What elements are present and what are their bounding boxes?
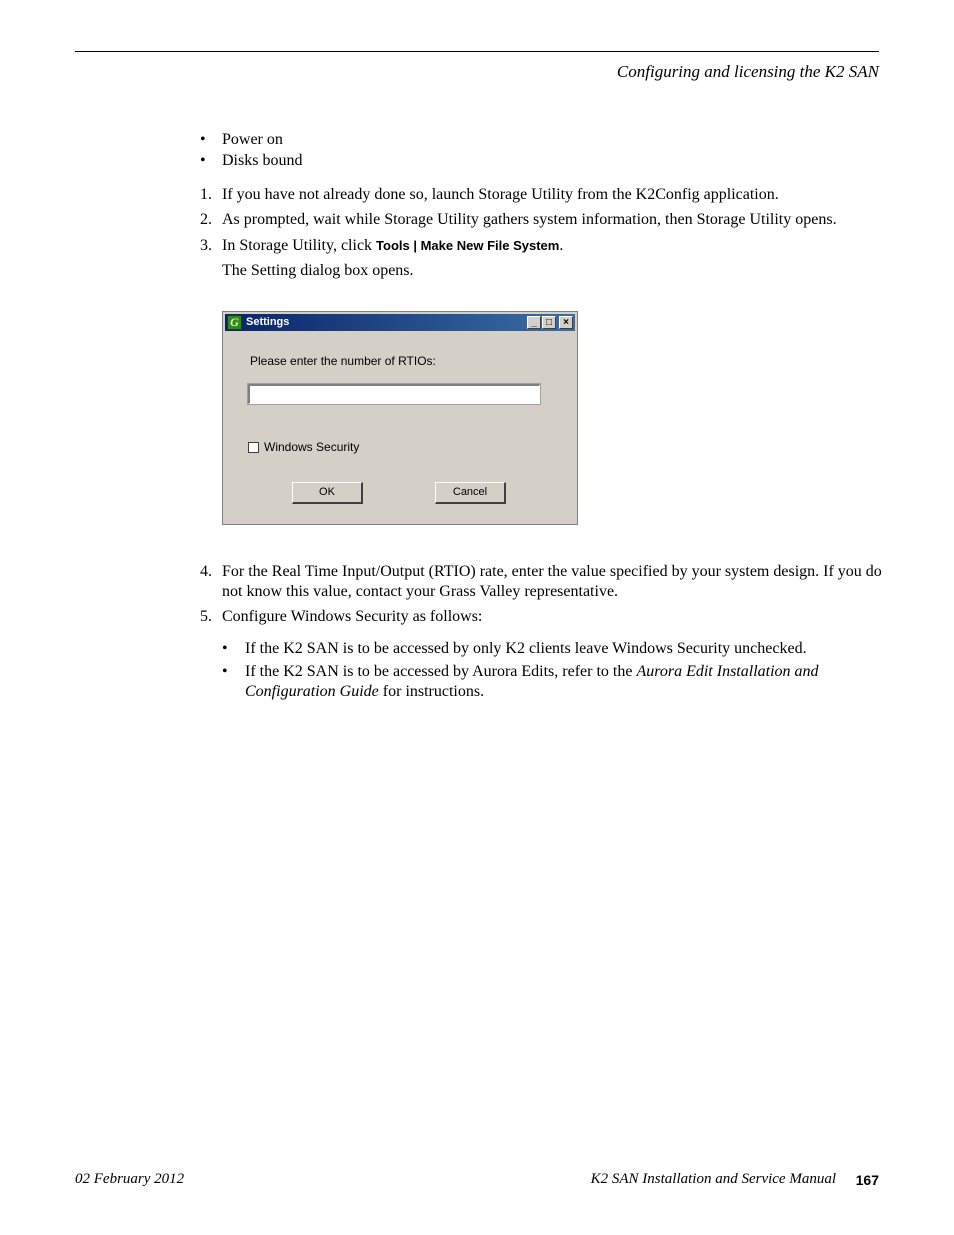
step-text: As prompted, wait while Storage Utility gathers system information, then Storage Utility opens. <box>222 211 837 228</box>
maximize-button[interactable]: □ <box>542 316 556 329</box>
step-text-part: . <box>559 237 564 254</box>
bullet-text-part: for instructions. <box>378 683 485 700</box>
step-number: 3. <box>200 237 212 254</box>
step-text-part: In Storage Utility, click <box>222 237 377 254</box>
step-text: If you have not already done so, launch Storage Utility from the K2Config application. <box>222 186 779 203</box>
step-text: Configure Windows Security as follows: <box>222 608 483 625</box>
dialog-title: Settings <box>246 316 290 328</box>
bullet-text: Power on <box>222 131 283 148</box>
settings-dialog <box>222 311 578 525</box>
bullet-mark: • <box>222 663 228 680</box>
windows-security-label[interactable]: Windows Security <box>264 440 360 454</box>
menu-path: Tools | Make New File System <box>376 238 560 253</box>
step-number: 5. <box>200 608 212 625</box>
close-button[interactable]: × <box>559 316 573 329</box>
rtio-input[interactable] <box>248 384 540 404</box>
windows-security-checkbox[interactable] <box>248 442 259 453</box>
rtio-prompt-label: Please enter the number of RTIOs: <box>250 354 436 368</box>
footer-manual-title: K2 SAN Installation and Service Manual <box>590 1171 836 1187</box>
header-rule <box>75 51 879 52</box>
bullet-mark: • <box>200 152 206 169</box>
dialog-titlebar[interactable] <box>225 314 575 331</box>
cancel-button[interactable]: Cancel <box>435 482 506 504</box>
step-number: 2. <box>200 211 212 228</box>
minimize-button[interactable]: _ <box>527 316 541 329</box>
bullet-text-part: If the K2 SAN is to be accessed by Aurora Edits, refer to the <box>245 663 637 680</box>
step-3-followup: The Setting dialog box opens. <box>222 262 414 279</box>
bullet-text: If the K2 SAN is to be accessed by only K2 clients leave Windows Security unchecked. <box>245 640 807 657</box>
bullet-mark: • <box>200 131 206 148</box>
step-number: 4. <box>200 563 212 580</box>
bullet-text <box>245 662 875 702</box>
chapter-title: Configuring and licensing the K2 SAN <box>616 62 879 81</box>
page-number: 167 <box>855 1172 879 1188</box>
ok-button[interactable]: OK <box>292 482 363 504</box>
bullet-text: Disks bound <box>222 152 303 169</box>
guide-title: Aurora Edit Installation and Configuration Guide <box>245 663 819 700</box>
step-text <box>222 236 882 256</box>
step-text: For the Real Time Input/Output (RTIO) rate, enter the value specified by your system design. If you do not know this value, contact your Grass Valley representative. <box>222 563 882 600</box>
bullet-mark: • <box>222 640 228 657</box>
step-number: 1. <box>200 186 212 203</box>
footer-date: 02 February 2012 <box>75 1171 185 1187</box>
grass-valley-app-icon: G <box>227 315 242 330</box>
